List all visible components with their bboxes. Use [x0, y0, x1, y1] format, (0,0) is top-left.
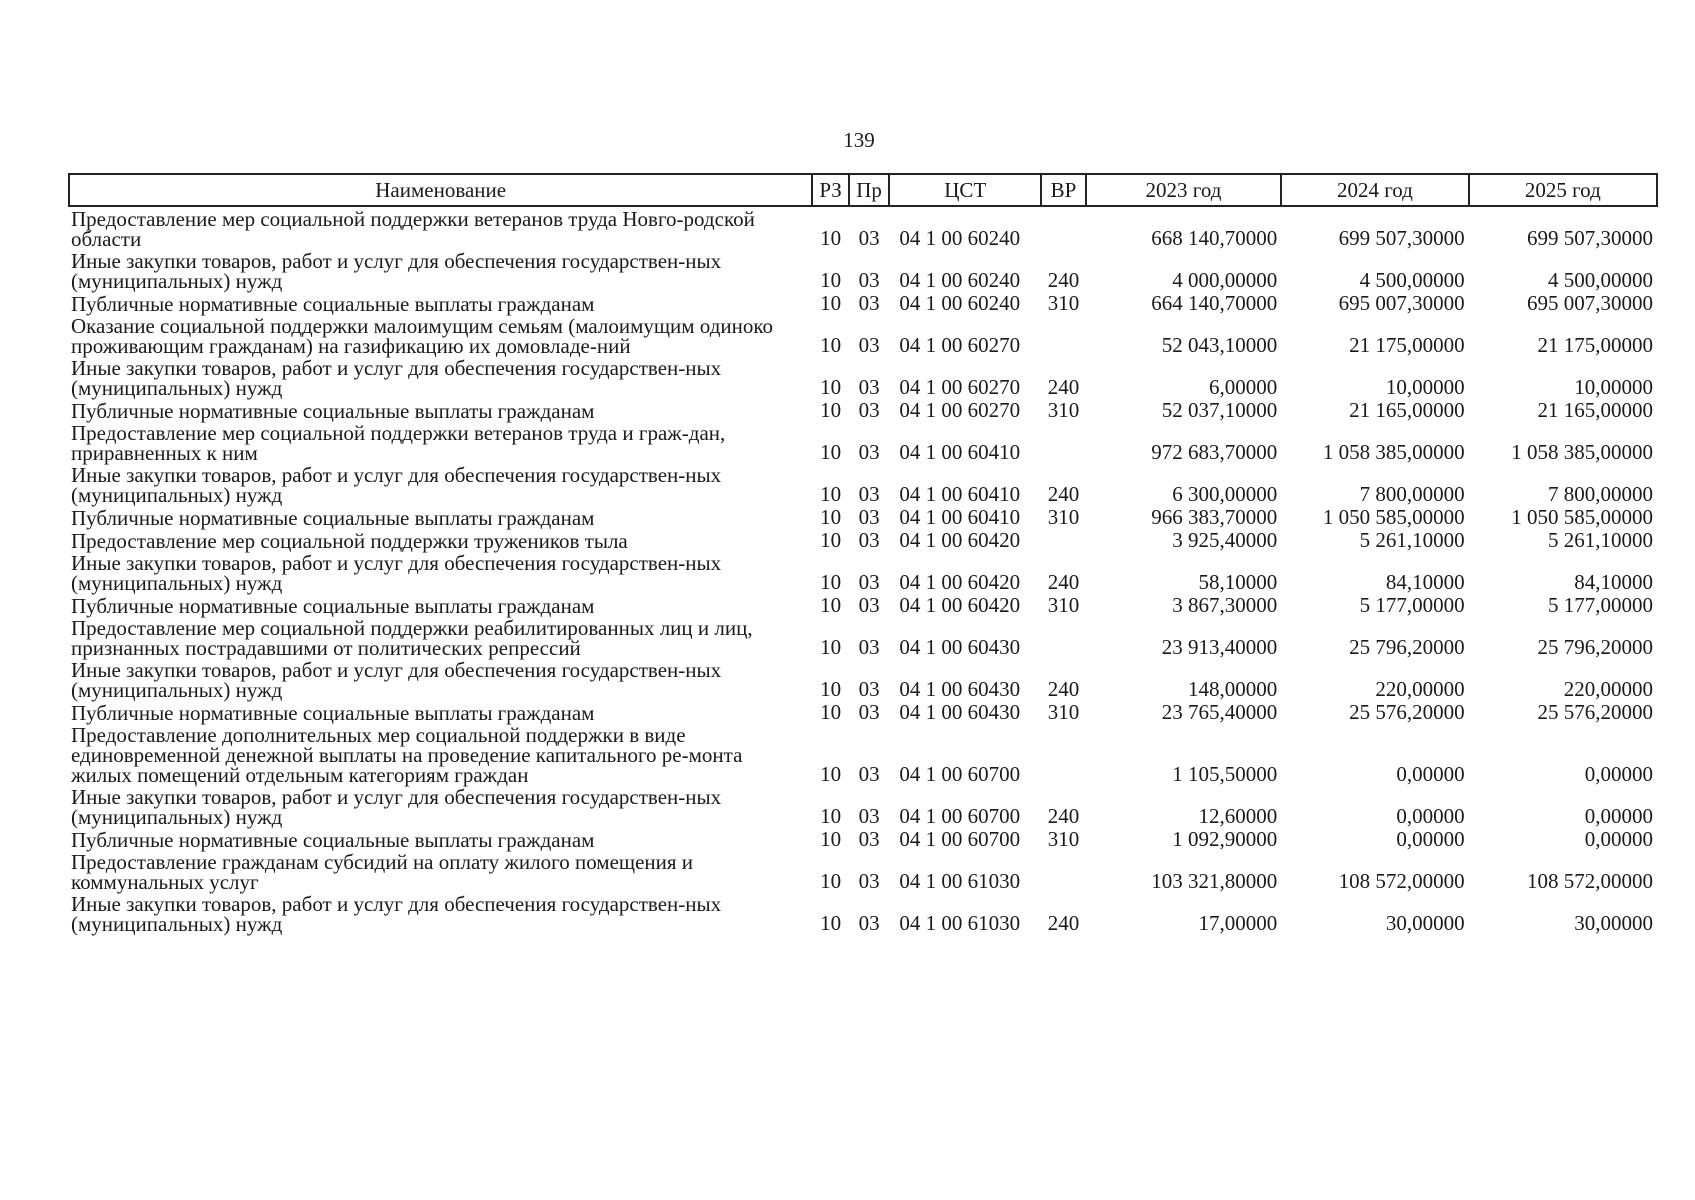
row-cst: 04 1 00 60700 — [899, 827, 1021, 851]
row-pr: 03 — [858, 505, 880, 529]
row-name: Иные закупки товаров, работ и услуг для обеспечения государствен-ных (муниципальных) нужд — [71, 785, 722, 829]
row-rz: 10 — [820, 440, 842, 464]
row-name: Предоставление мер социальной поддержки тружеников тыла — [71, 529, 628, 553]
row-2023: 6 300,00000 — [1172, 482, 1278, 506]
page-number: 139 — [843, 128, 875, 152]
table-row — [69, 785, 1657, 827]
row-2024: 699 507,30000 — [1338, 226, 1465, 250]
row-vr: 240 — [1047, 911, 1080, 935]
row-rz: 10 — [820, 911, 842, 935]
row-vr: 310 — [1047, 505, 1080, 529]
row-2025: 699 507,30000 — [1527, 226, 1653, 250]
row-2023: 23 913,40000 — [1161, 635, 1278, 659]
row-cst: 04 1 00 60410 — [899, 440, 1021, 464]
row-cst: 04 1 00 60430 — [899, 700, 1021, 724]
table-row — [69, 827, 1657, 850]
row-2025: 25 796,20000 — [1537, 635, 1653, 659]
table-body — [69, 206, 1657, 934]
row-2023: 972 683,70000 — [1151, 440, 1278, 464]
row-vr: 310 — [1047, 593, 1080, 617]
row-2025: 0,00000 — [1584, 827, 1653, 851]
header-vr: ВР — [1041, 174, 1086, 206]
row-rz: 10 — [820, 268, 842, 292]
row-cst: 04 1 00 60420 — [899, 570, 1021, 594]
header-2024: 2024 год — [1281, 174, 1468, 206]
row-pr: 03 — [858, 593, 880, 617]
row-cst: 04 1 00 60240 — [899, 291, 1021, 315]
header-2025: 2025 год — [1469, 174, 1657, 206]
row-pr: 03 — [858, 677, 880, 701]
row-name: Иные закупки товаров, работ и услуг для обеспечения государствен-ных (муниципальных) нужд — [71, 658, 722, 702]
row-cst: 04 1 00 60420 — [899, 593, 1021, 617]
row-name: Предоставление гражданам субсидий на оплату жилого помещения и коммунальных услуг — [71, 850, 694, 894]
row-cst: 04 1 00 60700 — [899, 804, 1021, 828]
row-2024: 4 500,00000 — [1359, 268, 1465, 292]
row-pr: 03 — [858, 827, 880, 851]
row-cst: 04 1 00 60270 — [899, 375, 1021, 399]
row-vr: 240 — [1047, 570, 1080, 594]
row-pr: 03 — [858, 226, 880, 250]
table-row — [69, 314, 1657, 356]
row-rz: 10 — [820, 528, 842, 552]
table-row — [69, 463, 1657, 505]
row-cst: 04 1 00 60700 — [899, 762, 1021, 786]
row-vr — [1041, 616, 1086, 658]
row-2025: 30,00000 — [1574, 911, 1653, 935]
row-cst: 04 1 00 60430 — [899, 635, 1021, 659]
table-row — [69, 528, 1657, 551]
row-2024: 695 007,30000 — [1338, 291, 1465, 315]
row-vr — [1041, 723, 1086, 785]
row-cst: 04 1 00 61030 — [899, 911, 1021, 935]
row-2025: 10,00000 — [1574, 375, 1653, 399]
row-rz: 10 — [820, 398, 842, 422]
row-pr: 03 — [858, 804, 880, 828]
table-row — [69, 291, 1657, 314]
row-2023: 12,60000 — [1198, 804, 1278, 828]
row-vr: 240 — [1047, 375, 1080, 399]
row-2024: 0,00000 — [1396, 762, 1465, 786]
row-2025: 108 572,00000 — [1527, 869, 1653, 893]
row-2023: 17,00000 — [1198, 911, 1278, 935]
row-name: Предоставление дополнительных мер социальной поддержки в виде единовременной денежной выплаты на проведение капитального ре-монта жилых помещений отдельным категориям граждан — [71, 723, 743, 787]
row-2025: 5 261,10000 — [1548, 528, 1653, 552]
header-pr: Пр — [849, 174, 890, 206]
row-vr: 240 — [1047, 268, 1080, 292]
row-2025: 21 175,00000 — [1537, 333, 1653, 357]
row-cst: 04 1 00 60410 — [899, 482, 1021, 506]
table-row — [69, 892, 1657, 934]
row-2023: 52 037,10000 — [1161, 398, 1278, 422]
row-2025: 84,10000 — [1574, 570, 1653, 594]
row-2024: 1 058 385,00000 — [1322, 440, 1465, 464]
table-row — [69, 723, 1657, 785]
row-vr: 240 — [1047, 677, 1080, 701]
row-2023: 3 925,40000 — [1172, 528, 1278, 552]
row-rz: 10 — [820, 593, 842, 617]
row-rz: 10 — [820, 226, 842, 250]
table-row — [69, 551, 1657, 593]
row-2025: 7 800,00000 — [1548, 482, 1653, 506]
row-pr: 03 — [858, 440, 880, 464]
row-rz: 10 — [820, 375, 842, 399]
row-cst: 04 1 00 60420 — [899, 528, 1021, 552]
row-2025: 0,00000 — [1584, 762, 1653, 786]
row-name: Предоставление мер социальной поддержки ветеранов труда и граж-дан, приравненных к ним — [71, 421, 726, 465]
row-cst: 04 1 00 60270 — [899, 398, 1021, 422]
row-2024: 10,00000 — [1385, 375, 1465, 399]
row-rz: 10 — [820, 827, 842, 851]
row-pr: 03 — [858, 482, 880, 506]
row-2023: 1 092,90000 — [1172, 827, 1278, 851]
row-name: Публичные нормативные социальные выплаты гражданам — [71, 594, 595, 618]
row-vr — [1041, 206, 1086, 249]
row-vr — [1041, 421, 1086, 463]
row-cst: 04 1 00 60240 — [899, 226, 1021, 250]
row-2024: 0,00000 — [1396, 827, 1465, 851]
row-name: Иные закупки товаров, работ и услуг для обеспечения государствен-ных (муниципальных) нужд — [71, 551, 722, 595]
table-row — [69, 658, 1657, 700]
row-2025: 0,00000 — [1584, 804, 1653, 828]
row-name: Иные закупки товаров, работ и услуг для обеспечения государствен-ных (муниципальных) нужд — [71, 356, 722, 400]
row-rz: 10 — [820, 677, 842, 701]
row-2024: 84,10000 — [1385, 570, 1465, 594]
row-vr: 310 — [1047, 827, 1080, 851]
row-pr: 03 — [858, 398, 880, 422]
row-2023: 103 321,80000 — [1151, 869, 1278, 893]
row-2023: 6,00000 — [1208, 375, 1278, 399]
row-2025: 1 050 585,00000 — [1511, 505, 1653, 529]
row-2024: 108 572,00000 — [1338, 869, 1465, 893]
row-name: Публичные нормативные социальные выплаты гражданам — [71, 828, 595, 852]
row-vr — [1041, 314, 1086, 356]
table-row — [69, 850, 1657, 892]
row-2023: 668 140,70000 — [1151, 226, 1278, 250]
row-2024: 7 800,00000 — [1359, 482, 1465, 506]
table-row — [69, 356, 1657, 398]
row-cst: 04 1 00 60430 — [899, 677, 1021, 701]
row-2025: 21 165,00000 — [1537, 398, 1653, 422]
table-row — [69, 505, 1657, 528]
row-2024: 5 261,10000 — [1359, 528, 1465, 552]
row-2025: 1 058 385,00000 — [1511, 440, 1653, 464]
row-2023: 4 000,00000 — [1172, 268, 1278, 292]
row-cst: 04 1 00 60270 — [899, 333, 1021, 357]
row-2025: 5 177,00000 — [1548, 593, 1653, 617]
row-vr — [1041, 528, 1086, 551]
row-2024: 21 165,00000 — [1349, 398, 1465, 422]
row-rz: 10 — [820, 804, 842, 828]
table-row — [69, 593, 1657, 616]
table-row — [69, 421, 1657, 463]
row-2024: 1 050 585,00000 — [1322, 505, 1465, 529]
row-rz: 10 — [820, 482, 842, 506]
row-cst: 04 1 00 60240 — [899, 268, 1021, 292]
row-name: Публичные нормативные социальные выплаты гражданам — [71, 506, 595, 530]
table-row — [69, 398, 1657, 421]
budget-table — [68, 173, 1658, 934]
row-vr: 240 — [1047, 482, 1080, 506]
row-2024: 5 177,00000 — [1359, 593, 1465, 617]
row-2024: 30,00000 — [1385, 911, 1465, 935]
row-2023: 58,10000 — [1198, 570, 1278, 594]
row-vr: 240 — [1047, 804, 1080, 828]
row-name: Предоставление мер социальной поддержки ветеранов труда Новго-родской области — [71, 207, 755, 251]
header-rz: РЗ — [812, 174, 848, 206]
row-vr — [1041, 850, 1086, 892]
row-pr: 03 — [858, 911, 880, 935]
row-pr: 03 — [858, 869, 880, 893]
row-name: Иные закупки товаров, работ и услуг для обеспечения государствен-ных (муниципальных) нужд — [71, 249, 722, 293]
row-2023: 148,00000 — [1187, 677, 1278, 701]
row-2025: 695 007,30000 — [1527, 291, 1653, 315]
row-name: Публичные нормативные социальные выплаты гражданам — [71, 399, 595, 423]
row-name: Иные закупки товаров, работ и услуг для обеспечения государствен-ных (муниципальных) нужд — [71, 463, 722, 507]
row-rz: 10 — [820, 333, 842, 357]
row-vr: 310 — [1047, 398, 1080, 422]
row-2025: 4 500,00000 — [1548, 268, 1653, 292]
row-2025: 25 576,20000 — [1537, 700, 1653, 724]
row-rz: 10 — [820, 762, 842, 786]
row-rz: 10 — [820, 635, 842, 659]
row-pr: 03 — [858, 268, 880, 292]
row-pr: 03 — [858, 528, 880, 552]
row-vr: 310 — [1047, 700, 1080, 724]
row-rz: 10 — [820, 291, 842, 315]
row-pr: 03 — [858, 570, 880, 594]
row-rz: 10 — [820, 700, 842, 724]
row-2024: 0,00000 — [1396, 804, 1465, 828]
row-rz: 10 — [820, 570, 842, 594]
row-rz: 10 — [820, 505, 842, 529]
table-row — [69, 616, 1657, 658]
row-name: Публичные нормативные социальные выплаты гражданам — [71, 292, 595, 316]
row-2023: 3 867,30000 — [1172, 593, 1278, 617]
row-pr: 03 — [858, 700, 880, 724]
header-name: Наименование — [69, 174, 812, 206]
table-header — [69, 174, 1657, 206]
row-name: Предоставление мер социальной поддержки реабилитированных лиц и лиц, признанных пострадавшими от политических репрессий — [71, 616, 753, 660]
row-pr: 03 — [858, 291, 880, 315]
row-cst: 04 1 00 61030 — [899, 869, 1021, 893]
row-rz: 10 — [820, 869, 842, 893]
row-2024: 220,00000 — [1375, 677, 1465, 701]
table-row — [69, 249, 1657, 291]
row-2024: 25 796,20000 — [1349, 635, 1465, 659]
row-vr: 310 — [1047, 291, 1080, 315]
row-2023: 23 765,40000 — [1161, 700, 1278, 724]
header-2023: 2023 год — [1086, 174, 1281, 206]
row-name: Иные закупки товаров, работ и услуг для обеспечения государствен-ных (муниципальных) нужд — [71, 892, 722, 936]
row-cst: 04 1 00 60410 — [899, 505, 1021, 529]
row-2024: 21 175,00000 — [1349, 333, 1465, 357]
row-2024: 25 576,20000 — [1349, 700, 1465, 724]
table-row — [69, 206, 1657, 249]
table-row — [69, 700, 1657, 723]
row-2025: 220,00000 — [1563, 677, 1653, 701]
row-pr: 03 — [858, 375, 880, 399]
row-pr: 03 — [858, 333, 880, 357]
row-2023: 664 140,70000 — [1151, 291, 1278, 315]
row-pr: 03 — [858, 762, 880, 786]
row-2023: 966 383,70000 — [1151, 505, 1278, 529]
row-pr: 03 — [858, 635, 880, 659]
row-name: Публичные нормативные социальные выплаты гражданам — [71, 701, 595, 725]
row-name: Оказание социальной поддержки малоимущим семьям (малоимущим одиноко проживающим гражданам) на газификацию их домовладе-ний — [71, 314, 774, 358]
header-cst: ЦСТ — [889, 174, 1041, 206]
row-2023: 52 043,10000 — [1161, 333, 1278, 357]
row-2023: 1 105,50000 — [1172, 762, 1278, 786]
